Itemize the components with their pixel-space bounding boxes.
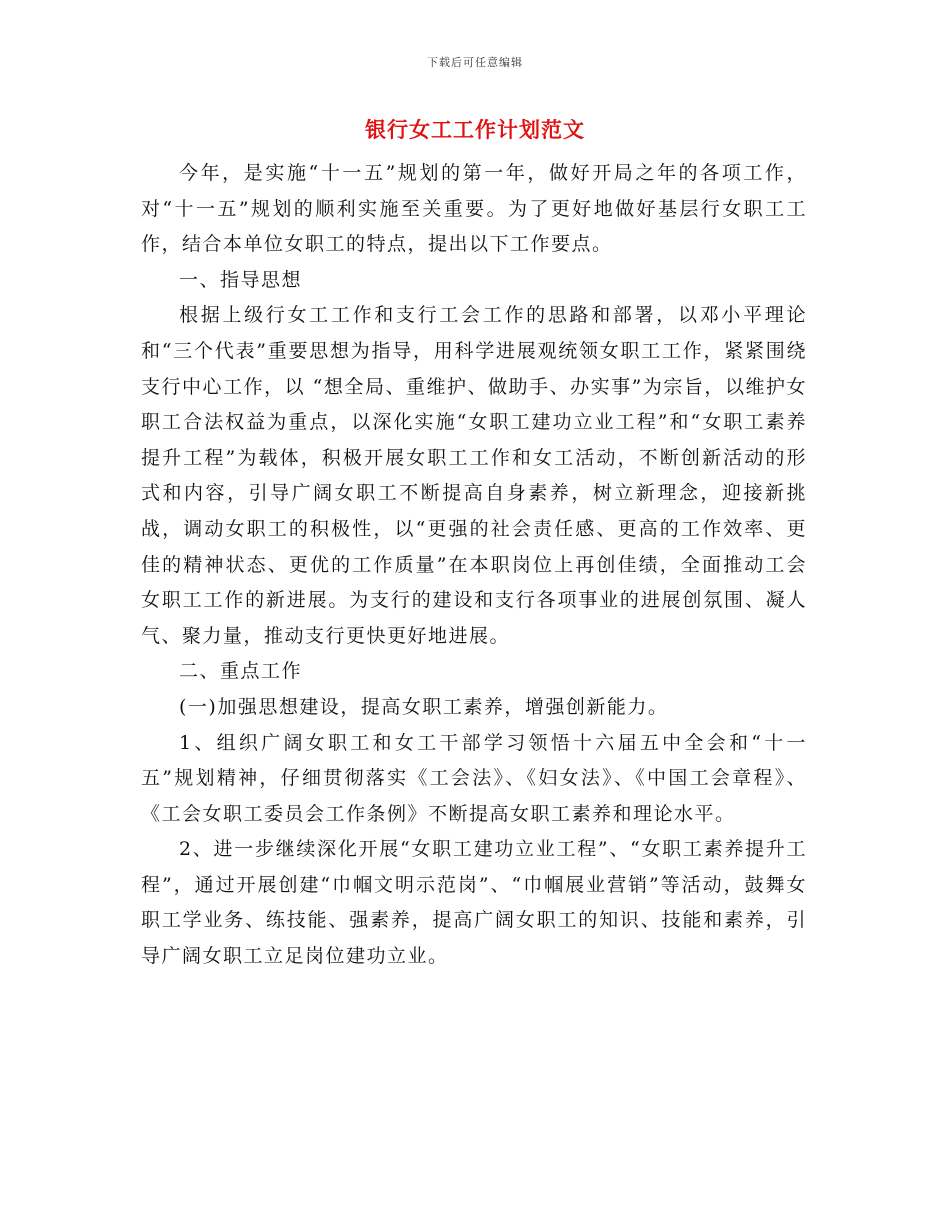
document-body: [141, 156, 807, 975]
paragraph-guiding-thought: 根据上级行女工工作和支行工会工作的思路和部署，以邓小平理论和“三个代表”重要思想为指导，用科学进展观统领女职工工作，紧紧围绕支行中心工作，以 “想全局、重维护、做助手、办实事”为宗旨，以维护女职工合法权益为重点，以深化实施“女职工建功立业工程”和“女职工素养提升工程”为载体，积极开展女职工工作和女工活动，不断创新活动的形式和内容，引导广阔女职工不断提高自身素养，树立新理念，迎接新挑战，调动女职工的积极性，以“更强的社会责任感、更高的工作效率、更佳的精神状态、更优的工作质量”在本职岗位上再创佳绩，全面推动工会女职工工作的新进展。为支行的建设和支行各项事业的进展创氛围、凝人气、聚力量，推动支行更快更好地进展。: [141, 304, 807, 647]
subsection-heading-1: (一)加强思想建设，提高女职工素养，增强创新能力。: [179, 695, 669, 718]
paragraph-item-2: 2、进一步继续深化开展“女职工建功立业工程”、“女职工素养提升工程”，通过开展创建“巾帼文明示范岗”、“巾帼展业营销”等活动，鼓舞女职工学业务、练技能、强素养，提高广阔女职工的知识、技能和素养，引导广阔女职工立足岗位建功立业。: [141, 838, 807, 968]
section-heading-guiding-thought: 一、指导思想: [179, 268, 303, 291]
paragraph-intro: 今年，是实施“十一五”规划的第一年，做好开局之年的各项工作，对“十一五”规划的顺利实施至关重要。为了更好地做好基层行女职工工作，结合本单位女职工的特点，提出以下工作要点。: [141, 162, 807, 256]
section-heading-key-work: 二、重点工作: [179, 660, 303, 683]
paragraph-item-1: 1、组织广阔女职工和女工干部学习领悟十六届五中全会和“十一五”规划精神，仔细贯彻落实《工会法》、《妇女法》、《中国工会章程》、《工会女职工委员会工作条例》不断提高女职工素养和理论水平。: [141, 731, 807, 825]
header-note: 下载后可任意编辑: [427, 56, 523, 69]
document-title: 银行女工工作计划范文: [365, 117, 585, 142]
